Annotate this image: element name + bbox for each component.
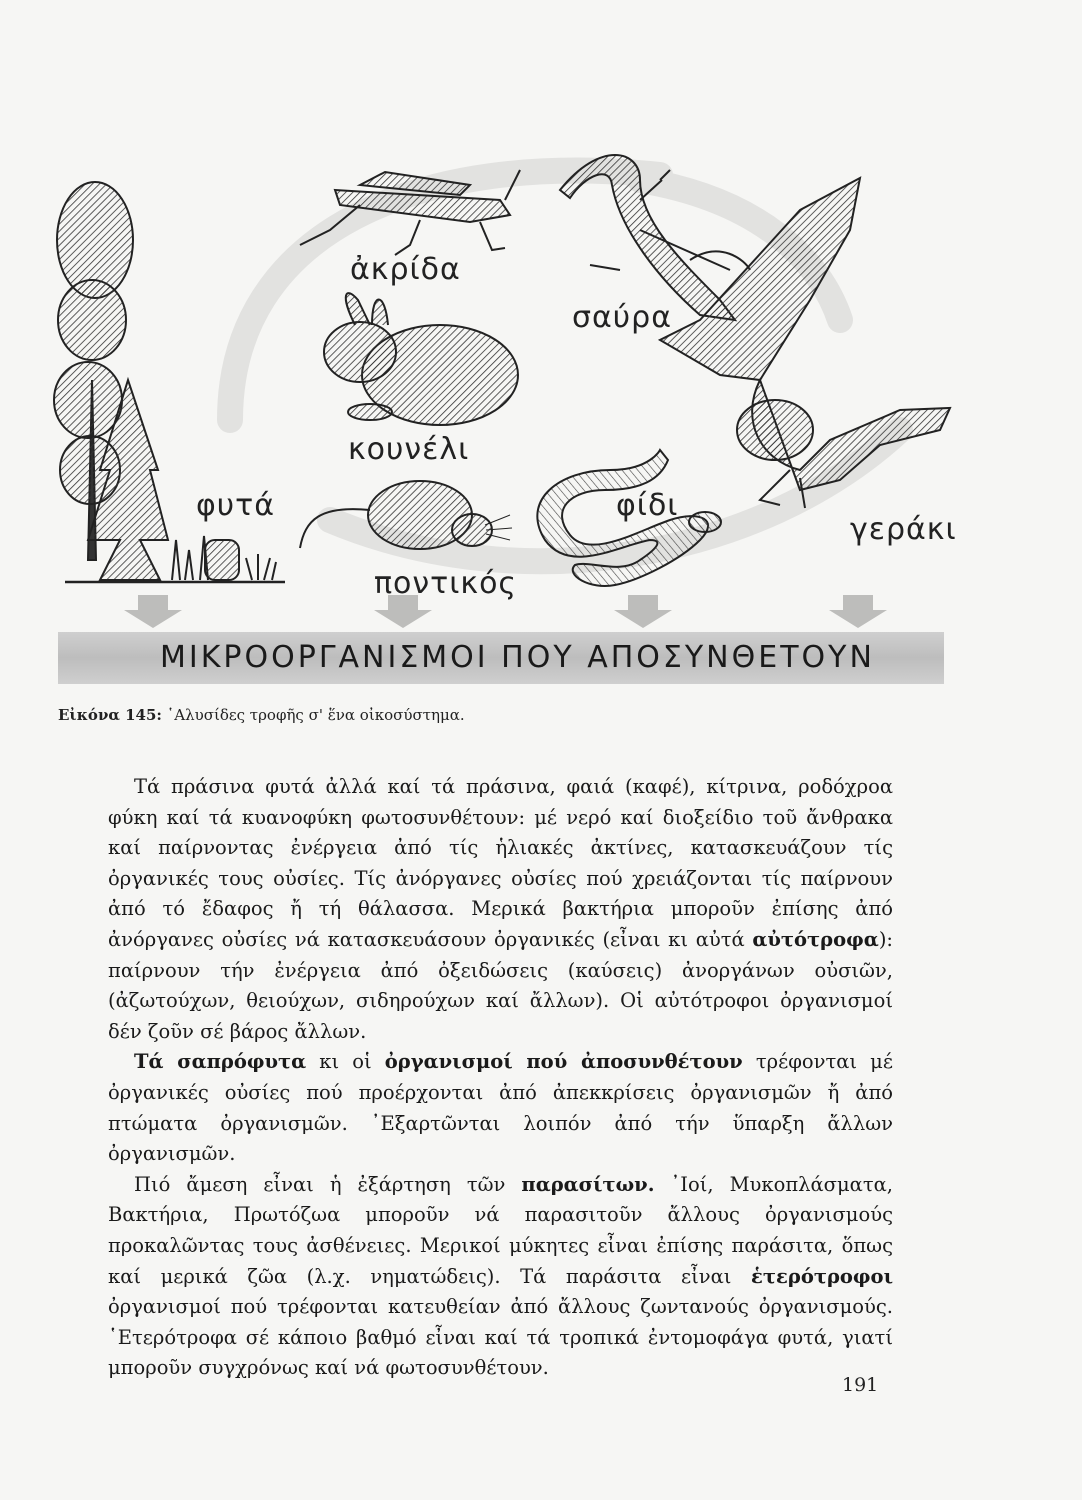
page-number: 191	[842, 1374, 879, 1396]
p3-text-e: ὀργανισμοί πού τρέφονται κατευθείαν ἀπό ἄλλους ζωντανούς ὀργανισμούς. ῾Ετερότροφα σέ κάποιο βαθμό εἶναι καί τά τροπικά ἐντομοφάγα φυτά, γιατί μποροῦν συγχρόνως καί νά φωτοσυνθέτουν.	[108, 1295, 893, 1380]
p2-text-b: κι οἱ	[306, 1050, 385, 1074]
label-grasshopper: ἀκρίδα	[350, 252, 461, 287]
p2-text-d: τρέφονται μέ ὀργανικές οὐσίες πού προέρχονται ἀπό ἀπεκκρίσεις ὀργανισμῶν ἤ ἀπό πτώματα ὀργανισμῶν. ᾿Εξαρτῶνται λοιπόν ἀπό τήν ὕπαρξη ἄλλων ὀργανισμῶν.	[108, 1050, 893, 1166]
label-snake: φίδι	[616, 488, 679, 523]
p2-bold-decomposers: ὀργανισμοί πού ἀποσυνθέτουν	[384, 1050, 743, 1074]
label-hawk: γεράκι	[850, 512, 957, 547]
label-plants: φυτά	[196, 488, 275, 523]
body-text	[108, 772, 893, 1384]
figure-caption	[58, 706, 465, 724]
label-mouse: ποντικός	[374, 566, 518, 601]
p3-bold-heterotrophs: ἑτερότροφοι	[751, 1264, 893, 1288]
food-chain-illustration	[0, 0, 1082, 700]
p1-text-a: Τά πράσινα φυτά ἀλλά καί τά πράσινα, φαιά (καφέ), κίτρινα, ροδόχροα φύκη καί τά κυανοφύκη φωτοσυνθέτουν: μέ νερό καί διοξείδιο τοῦ ἄνθρακα καί παίρνοντας ἐνέργεια ἀπό τίς ἡλιακές ἀκτίνες, κατασκευάζουν τίς ὀργανικές τους οὐσίες. Τίς ἀνόργανες οὐσίες πού χρειάζονται τίς παίρνουν ἀπό τό ἔδαφος ἤ τή θάλασσα. Μερικά βακτήρια μποροῦν ἐπίσης ἀπό ἀνόργανες οὐσίες νά κατασκευάσουν ὀργανικές (εἶναι κι αὐτά	[108, 775, 893, 951]
paragraph-1	[108, 772, 893, 1047]
food-chain-figure	[0, 0, 1082, 700]
caption-text: ῾Αλυσίδες τροφῆς σ' ἕνα οἰκοσύστημα.	[166, 706, 465, 724]
label-lizard: σαύρα	[572, 300, 672, 335]
paragraph-2	[108, 1047, 893, 1169]
label-rabbit: κουνέλι	[348, 432, 470, 467]
p3-bold-parasites: παρασίτων.	[521, 1172, 655, 1196]
hawk-drawing	[660, 178, 950, 508]
p3-text-c: ᾿Ιοί, Μυκοπλάσματα, Βακτήρια, Πρωτόζωα μποροῦν νά παρασιτοῦν ἄλλους ὀργανισμούς προκαλῶντας τους ἀσθένειες. Μερικοί μύκητες εἶναι ἐπίσης παράσιτα, ὅπως καί μερικά ζῶα (λ.χ. νηματώδεις). Τά παράσιτα εἶναι	[108, 1172, 893, 1288]
p2-bold-saprophytes: Τά σαπρόφυτα	[134, 1050, 307, 1074]
rabbit-drawing	[324, 293, 518, 425]
p3-text-a: Πιό ἄμεση εἶναι ἡ ἐξάρτηση τῶν	[134, 1172, 522, 1196]
p1-text-c: ): παίρνουν τήν ἐνέργεια ἀπό ὀξειδώσεις (καύσεις) ἀνοργάνων οὐσιῶν, (ἀζωτούχων, θειούχων, σιδηρούχων καί ἄλλων). Οἱ αὐτότροφοι ὀργανισμοί δέν ζοῦν σέ βάρος ἄλλων.	[108, 927, 893, 1043]
decomposers-banner-text: ΜΙΚΡΟΟΡΓΑΝΙΣΜΟΙ ΠΟΥ ΑΠΟΣΥΝΘΕΤΟΥΝ	[160, 640, 875, 675]
p1-bold-autotrophs: αὐτότροφα	[752, 927, 879, 951]
caption-label: Εἰκόνα 145:	[58, 706, 162, 724]
paragraph-3	[108, 1170, 893, 1384]
